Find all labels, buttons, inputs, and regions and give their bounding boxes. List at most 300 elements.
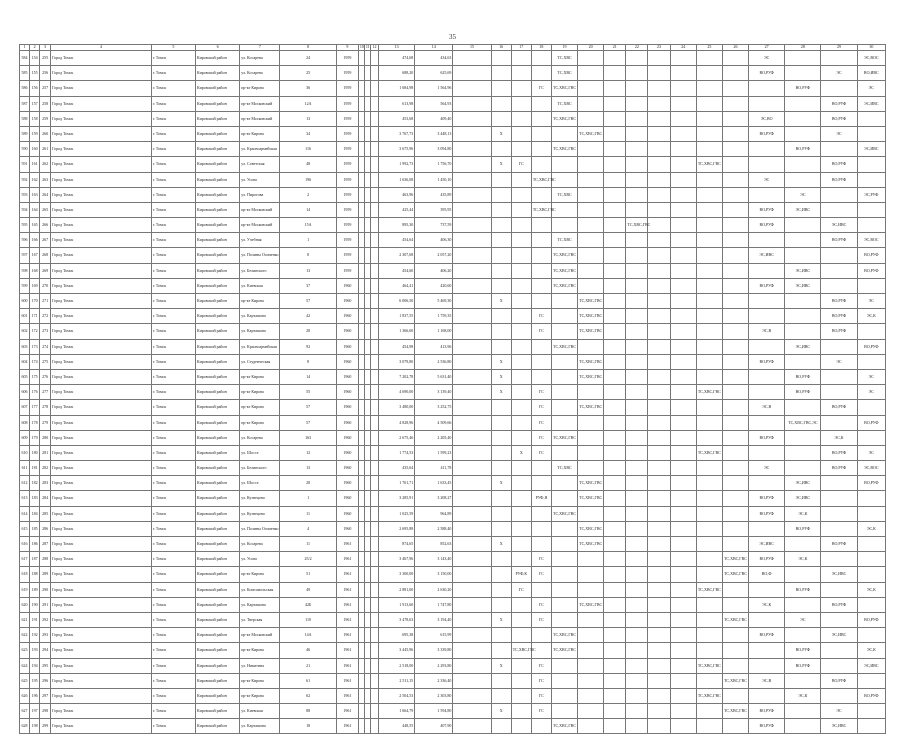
table-cell-name: Город Томск bbox=[51, 233, 152, 248]
table-cell-col19: ТС,ХВС bbox=[551, 461, 577, 476]
table-cell-area2: 3 094,80 bbox=[415, 142, 453, 157]
table-cell-col16 bbox=[491, 81, 511, 96]
table-cell-col29 bbox=[821, 142, 857, 157]
table-cell-street: ул. Карташова bbox=[240, 597, 280, 612]
table-cell-name: Город Томск bbox=[51, 491, 152, 506]
table-cell-n3: 291 bbox=[40, 597, 51, 612]
table-cell-c12 bbox=[370, 658, 378, 673]
table-cell-house: 14 bbox=[280, 202, 336, 217]
table-cell-col19 bbox=[551, 567, 577, 582]
table-cell-c12 bbox=[370, 51, 378, 66]
table-cell-col27 bbox=[749, 385, 785, 400]
table-cell-district: Кировский район bbox=[195, 354, 239, 369]
table-cell-col20 bbox=[578, 233, 604, 248]
table-cell-n3: 285 bbox=[40, 506, 51, 521]
table-cell-col28 bbox=[785, 400, 821, 415]
table-cell-c12 bbox=[370, 612, 378, 627]
table-cell-district: Кировский район bbox=[195, 142, 239, 157]
table-cell-n2: 179 bbox=[30, 430, 40, 445]
table-cell-name: Город Томск bbox=[51, 415, 152, 430]
table-cell-name: Город Томск bbox=[51, 309, 152, 324]
table-cell-col16: Х bbox=[491, 126, 511, 141]
table-cell-c12 bbox=[370, 506, 378, 521]
table-cell-col24 bbox=[670, 643, 696, 658]
table-cell-street: пр-кт Кирова bbox=[240, 385, 280, 400]
table-cell-col24 bbox=[670, 354, 696, 369]
table-cell-col29 bbox=[821, 369, 857, 384]
table-cell-district: Кировский район bbox=[195, 202, 239, 217]
table-cell-col16 bbox=[491, 597, 511, 612]
table-cell-col30 bbox=[857, 628, 885, 643]
table-cell-name: Город Томск bbox=[51, 96, 152, 111]
table-cell-col25 bbox=[696, 491, 722, 506]
table-cell-col28 bbox=[785, 218, 821, 233]
table-cell-col23 bbox=[648, 233, 670, 248]
table-cell-house: 196 bbox=[280, 172, 336, 187]
table-cell-col17 bbox=[511, 658, 531, 673]
table-cell-col24 bbox=[670, 582, 696, 597]
table-cell-col28 bbox=[785, 704, 821, 719]
table-cell-c15 bbox=[453, 461, 491, 476]
table-cell-col27: ЭС,ИВС bbox=[749, 248, 785, 263]
table-cell-n3: 259 bbox=[40, 111, 51, 126]
table-cell-col25 bbox=[696, 202, 722, 217]
table-cell-col25 bbox=[696, 111, 722, 126]
table-cell-col24 bbox=[670, 491, 696, 506]
table-cell-col24 bbox=[670, 157, 696, 172]
table-cell-col29 bbox=[821, 688, 857, 703]
table-cell-col21 bbox=[604, 111, 626, 126]
table-cell-col29: ВО,РУФ bbox=[821, 673, 857, 688]
table-cell-n3: 281 bbox=[40, 445, 51, 460]
table-cell-year: 1961 bbox=[336, 658, 358, 673]
table-cell-col23 bbox=[648, 51, 670, 66]
table-cell-col20: ТС,ХВС,ГВС bbox=[578, 476, 604, 491]
table-row bbox=[20, 157, 886, 172]
table-cell-col16: Х bbox=[491, 704, 511, 719]
table-cell-n3: 284 bbox=[40, 491, 51, 506]
table-cell-col29: ВО,РУФ bbox=[821, 96, 857, 111]
table-cell-name: Город Томск bbox=[51, 582, 152, 597]
table-cell-col25 bbox=[696, 172, 722, 187]
table-cell-col26 bbox=[722, 719, 748, 734]
table-row bbox=[20, 385, 886, 400]
table-cell-col22 bbox=[626, 506, 648, 521]
table-cell-col25 bbox=[696, 430, 722, 445]
table-cell-c15 bbox=[453, 400, 491, 415]
column-header: 24 bbox=[670, 45, 696, 51]
table-cell-col23 bbox=[648, 324, 670, 339]
table-cell-n1: 611 bbox=[20, 461, 30, 476]
table-cell-col22 bbox=[626, 445, 648, 460]
table-cell-c15 bbox=[453, 719, 491, 734]
table-cell-city: г. Томск bbox=[151, 172, 195, 187]
table-cell-col23 bbox=[648, 552, 670, 567]
table-cell-col19 bbox=[551, 521, 577, 536]
table-cell-col30: ЭС bbox=[857, 294, 885, 309]
table-cell-year: 1959 bbox=[336, 218, 358, 233]
table-cell-col22 bbox=[626, 324, 648, 339]
table-cell-area2: 434,63 bbox=[415, 51, 453, 66]
table-cell-col21 bbox=[604, 126, 626, 141]
table-cell-col26 bbox=[722, 202, 748, 217]
table-cell-col24 bbox=[670, 294, 696, 309]
table-cell-n1: 612 bbox=[20, 476, 30, 491]
table-cell-c12 bbox=[370, 187, 378, 202]
table-cell-col30 bbox=[857, 157, 885, 172]
table-cell-col20 bbox=[578, 157, 604, 172]
table-cell-name: Город Томск bbox=[51, 187, 152, 202]
table-cell-col17 bbox=[511, 385, 531, 400]
table-cell-house: 42Б bbox=[280, 597, 336, 612]
table-cell-col22 bbox=[626, 430, 648, 445]
table-cell-col19 bbox=[551, 597, 577, 612]
table-cell-col19: ТС,ХВС,ГВС bbox=[551, 81, 577, 96]
column-header: 25 bbox=[696, 45, 722, 51]
table-cell-col27 bbox=[749, 658, 785, 673]
table-cell-col20 bbox=[578, 248, 604, 263]
table-cell-col24 bbox=[670, 248, 696, 263]
table-cell-col23 bbox=[648, 688, 670, 703]
table-cell-col16 bbox=[491, 491, 511, 506]
table-cell-col25 bbox=[696, 263, 722, 278]
column-header: 30 bbox=[857, 45, 885, 51]
table-cell-year: 1960 bbox=[336, 278, 358, 293]
table-cell-n3: 277 bbox=[40, 385, 51, 400]
table-cell-col21 bbox=[604, 552, 626, 567]
table-cell-n1: 618 bbox=[20, 567, 30, 582]
table-cell-col25 bbox=[696, 597, 722, 612]
table-cell-col29: ЭС bbox=[821, 354, 857, 369]
table-cell-col22 bbox=[626, 233, 648, 248]
table-cell-col17 bbox=[511, 537, 531, 552]
table-cell-col23 bbox=[648, 278, 670, 293]
table-cell-col22 bbox=[626, 294, 648, 309]
table-cell-col23 bbox=[648, 126, 670, 141]
table-cell-col21 bbox=[604, 369, 626, 384]
table-cell-district: Кировский район bbox=[195, 81, 239, 96]
table-cell-col21 bbox=[604, 461, 626, 476]
table-cell-n3: 270 bbox=[40, 278, 51, 293]
table-cell-col22 bbox=[626, 521, 648, 536]
table-cell-area1: 454,64 bbox=[378, 233, 414, 248]
table-cell-district: Кировский район bbox=[195, 126, 239, 141]
table-cell-col20: ТС,ХВС,ГВС bbox=[578, 400, 604, 415]
table-cell-col28 bbox=[785, 597, 821, 612]
table-cell-area2: 411,78 bbox=[415, 461, 453, 476]
table-cell-c12 bbox=[370, 248, 378, 263]
table-cell-col22 bbox=[626, 719, 648, 734]
table-cell-name: Город Томск bbox=[51, 673, 152, 688]
table-cell-house: 36 bbox=[280, 81, 336, 96]
table-cell-c12 bbox=[370, 688, 378, 703]
table-cell-n1: 610 bbox=[20, 445, 30, 460]
table-cell-col24 bbox=[670, 126, 696, 141]
table-cell-col20: ТС,ХВС,ГВС bbox=[578, 537, 604, 552]
table-cell-col22 bbox=[626, 339, 648, 354]
table-cell-c15 bbox=[453, 430, 491, 445]
table-cell-city: г. Томск bbox=[151, 233, 195, 248]
table-cell-name: Город Томск bbox=[51, 567, 152, 582]
table-cell-col18 bbox=[531, 506, 551, 521]
table-cell-n1: 602 bbox=[20, 324, 30, 339]
table-cell-col26 bbox=[722, 582, 748, 597]
table-cell-area1: 1 774,53 bbox=[378, 445, 414, 460]
table-cell-col30 bbox=[857, 537, 885, 552]
table-cell-col30: ВО,РУФ bbox=[857, 612, 885, 627]
table-row bbox=[20, 400, 886, 415]
table-cell-col29 bbox=[821, 339, 857, 354]
table-cell-col16 bbox=[491, 521, 511, 536]
table-cell-city: г. Томск bbox=[151, 688, 195, 703]
table-cell-year: 1961 bbox=[336, 704, 358, 719]
table-cell-street: пр-кт Кирова bbox=[240, 567, 280, 582]
table-cell-col17 bbox=[511, 81, 531, 96]
table-cell-city: г. Томск bbox=[151, 612, 195, 627]
table-cell-col21 bbox=[604, 324, 626, 339]
table-cell-name: Город Томск bbox=[51, 461, 152, 476]
table-cell-col18 bbox=[531, 263, 551, 278]
table-cell-col17: Х bbox=[511, 445, 531, 460]
table-cell-house: 25 bbox=[280, 66, 336, 81]
registry-table bbox=[19, 44, 886, 734]
table-cell-col22 bbox=[626, 202, 648, 217]
table-cell-area1: 6 006,50 bbox=[378, 294, 414, 309]
table-cell-n1: 587 bbox=[20, 96, 30, 111]
table-cell-area1: 3 478,63 bbox=[378, 612, 414, 627]
table-cell-col29: ЭС,ИВС bbox=[821, 218, 857, 233]
table-cell-street: пр-кт Кирова bbox=[240, 81, 280, 96]
table-cell-col16 bbox=[491, 339, 511, 354]
table-cell-c12 bbox=[370, 643, 378, 658]
table-cell-col27 bbox=[749, 263, 785, 278]
table-cell-area1: 453,68 bbox=[378, 111, 414, 126]
table-cell-col18: ГС bbox=[531, 445, 551, 460]
table-cell-area2: 2 293,80 bbox=[415, 658, 453, 673]
table-cell-col22 bbox=[626, 385, 648, 400]
table-cell-col17 bbox=[511, 218, 531, 233]
table-cell-col17 bbox=[511, 354, 531, 369]
table-cell-n2: 188 bbox=[30, 567, 40, 582]
table-cell-area1: 464,41 bbox=[378, 278, 414, 293]
table-cell-c12 bbox=[370, 202, 378, 217]
table-cell-n1: 585 bbox=[20, 66, 30, 81]
table-cell-year: 1959 bbox=[336, 233, 358, 248]
table-cell-c15 bbox=[453, 582, 491, 597]
table-row bbox=[20, 66, 886, 81]
table-cell-col20 bbox=[578, 111, 604, 126]
table-cell-col26 bbox=[722, 339, 748, 354]
table-cell-area1: 425,44 bbox=[378, 202, 414, 217]
table-cell-street: ул. Белинского bbox=[240, 263, 280, 278]
table-cell-n2: 187 bbox=[30, 552, 40, 567]
table-cell-col27: ЭС,ИВС bbox=[749, 537, 785, 552]
column-header: 10 bbox=[359, 44, 364, 50]
table-cell-col19 bbox=[551, 673, 577, 688]
table-cell-col30: ЭС,РУФ bbox=[857, 187, 885, 202]
table-cell-area2: 1 564,96 bbox=[415, 81, 453, 96]
table-cell-n1: 594 bbox=[20, 202, 30, 217]
table-cell-n1: 586 bbox=[20, 81, 30, 96]
table-cell-street: пр-кт Московский bbox=[240, 96, 280, 111]
table-cell-col23 bbox=[648, 172, 670, 187]
table-cell-col21 bbox=[604, 430, 626, 445]
table-cell-street: ул. Белинского bbox=[240, 461, 280, 476]
table-cell-name: Город Томск bbox=[51, 294, 152, 309]
table-cell-col18: ГС bbox=[531, 597, 551, 612]
column-header: 13 bbox=[378, 45, 414, 51]
table-cell-city: г. Томск bbox=[151, 552, 195, 567]
table-cell-col22 bbox=[626, 688, 648, 703]
table-cell-district: Кировский район bbox=[195, 233, 239, 248]
table-cell-col21 bbox=[604, 521, 626, 536]
table-cell-name: Город Томск bbox=[51, 385, 152, 400]
table-cell-col17 bbox=[511, 597, 531, 612]
table-cell-col20 bbox=[578, 445, 604, 460]
table-cell-col19 bbox=[551, 385, 577, 400]
table-cell-house: 37 bbox=[280, 278, 336, 293]
table-row bbox=[20, 339, 886, 354]
table-row bbox=[20, 218, 886, 233]
table-cell-col28: ВО,РУФ bbox=[785, 81, 821, 96]
table-cell-col26 bbox=[722, 66, 748, 81]
table-cell-year: 1959 bbox=[336, 157, 358, 172]
table-cell-c15 bbox=[453, 658, 491, 673]
table-cell-col21 bbox=[604, 658, 626, 673]
table-cell-n1: 590 bbox=[20, 142, 30, 157]
table-cell-area2: 1 599,23 bbox=[415, 445, 453, 460]
table-cell-col19 bbox=[551, 309, 577, 324]
table-cell-col25 bbox=[696, 126, 722, 141]
table-cell-col30: ВО,РУФ bbox=[857, 263, 885, 278]
table-cell-n1: 622 bbox=[20, 628, 30, 643]
table-cell-col16: Х bbox=[491, 537, 511, 552]
table-cell-n1: 599 bbox=[20, 278, 30, 293]
table-cell-col19 bbox=[551, 658, 577, 673]
table-cell-col20 bbox=[578, 673, 604, 688]
table-cell-area1: 3 767,73 bbox=[378, 126, 414, 141]
table-cell-col24 bbox=[670, 81, 696, 96]
table-cell-col16 bbox=[491, 172, 511, 187]
table-cell-col19: ТС,ХВС,ГВС bbox=[551, 506, 577, 521]
table-cell-name: Город Томск bbox=[51, 506, 152, 521]
table-cell-district: Кировский район bbox=[195, 339, 239, 354]
table-cell-house: 92 bbox=[280, 339, 336, 354]
table-row bbox=[20, 491, 886, 506]
table-cell-street: ул. Пирогова bbox=[240, 187, 280, 202]
table-cell-col24 bbox=[670, 233, 696, 248]
table-cell-col18 bbox=[531, 142, 551, 157]
table-cell-name: Город Томск bbox=[51, 324, 152, 339]
table-cell-year: 1959 bbox=[336, 66, 358, 81]
table-cell-n2: 165 bbox=[30, 218, 40, 233]
table-cell-col24 bbox=[670, 202, 696, 217]
table-cell-col30 bbox=[857, 218, 885, 233]
table-cell-n1: 593 bbox=[20, 187, 30, 202]
table-cell-n3: 290 bbox=[40, 582, 51, 597]
table-cell-c12 bbox=[370, 309, 378, 324]
table-cell-col26 bbox=[722, 294, 748, 309]
table-cell-col23 bbox=[648, 476, 670, 491]
table-cell-col27: ВО,РУФ bbox=[749, 628, 785, 643]
table-cell-col20 bbox=[578, 552, 604, 567]
table-cell-area2: 3 194,40 bbox=[415, 612, 453, 627]
table-cell-col24 bbox=[670, 309, 696, 324]
table-cell-col27: ВО,РУФ bbox=[749, 218, 785, 233]
table-cell-year: 1960 bbox=[336, 309, 358, 324]
table-cell-col22 bbox=[626, 263, 648, 278]
table-cell-col21 bbox=[604, 172, 626, 187]
table-cell-area1: 3 300,00 bbox=[378, 567, 414, 582]
table-cell-area1: 2 881,00 bbox=[378, 582, 414, 597]
table-cell-col29 bbox=[821, 415, 857, 430]
table-cell-col23 bbox=[648, 704, 670, 719]
table-cell-col27: ВО,РУФ bbox=[749, 202, 785, 217]
table-cell-col26 bbox=[722, 233, 748, 248]
table-cell-col23 bbox=[648, 218, 670, 233]
table-cell-col25 bbox=[696, 567, 722, 582]
table-cell-col25 bbox=[696, 142, 722, 157]
table-cell-n2: 198 bbox=[30, 719, 40, 734]
table-cell-col16 bbox=[491, 461, 511, 476]
table-cell-name: Город Томск bbox=[51, 263, 152, 278]
table-cell-col24 bbox=[670, 430, 696, 445]
table-cell-year: 1961 bbox=[336, 688, 358, 703]
table-cell-city: г. Томск bbox=[151, 673, 195, 688]
table-cell-street: пр-кт Кирова bbox=[240, 673, 280, 688]
table-cell-n2: 170 bbox=[30, 294, 40, 309]
table-cell-col21 bbox=[604, 704, 626, 719]
table-cell-col28 bbox=[785, 445, 821, 460]
table-cell-col27 bbox=[749, 688, 785, 703]
table-cell-col26 bbox=[722, 688, 748, 703]
table-cell-street: ул. Тверская bbox=[240, 612, 280, 627]
table-cell-col21 bbox=[604, 309, 626, 324]
table-cell-col20: ТС,ХВС,ГВС bbox=[578, 491, 604, 506]
table-cell-n3: 286 bbox=[40, 521, 51, 536]
table-cell-n3: 283 bbox=[40, 476, 51, 491]
table-cell-col22 bbox=[626, 658, 648, 673]
table-cell-c15 bbox=[453, 248, 491, 263]
table-cell-col19: ТС,ХВС bbox=[551, 233, 577, 248]
table-cell-n1: 620 bbox=[20, 597, 30, 612]
table-cell-c15 bbox=[453, 126, 491, 141]
table-cell-city: г. Томск bbox=[151, 430, 195, 445]
table-cell-col30: ЭС,К bbox=[857, 309, 885, 324]
table-cell-n3: 263 bbox=[40, 172, 51, 187]
table-cell-col22 bbox=[626, 415, 648, 430]
table-cell-area1: 1 636,08 bbox=[378, 172, 414, 187]
table-cell-col23 bbox=[648, 537, 670, 552]
table-cell-col26 bbox=[722, 476, 748, 491]
table-cell-col27 bbox=[749, 294, 785, 309]
table-cell-col28 bbox=[785, 430, 821, 445]
table-cell-name: Город Томск bbox=[51, 142, 152, 157]
table-cell-col24 bbox=[670, 552, 696, 567]
table-cell-n2: 155 bbox=[30, 66, 40, 81]
table-cell-col18 bbox=[531, 521, 551, 536]
table-cell-col19 bbox=[551, 552, 577, 567]
table-cell-col23 bbox=[648, 597, 670, 612]
table-cell-col28 bbox=[785, 233, 821, 248]
table-cell-col20 bbox=[578, 582, 604, 597]
table-cell-n2: 162 bbox=[30, 172, 40, 187]
table-cell-district: Кировский район bbox=[195, 51, 239, 66]
table-cell-street: ул. Карташова bbox=[240, 719, 280, 734]
table-cell-name: Город Томск bbox=[51, 248, 152, 263]
table-cell-col24 bbox=[670, 673, 696, 688]
table-cell-col22 bbox=[626, 157, 648, 172]
